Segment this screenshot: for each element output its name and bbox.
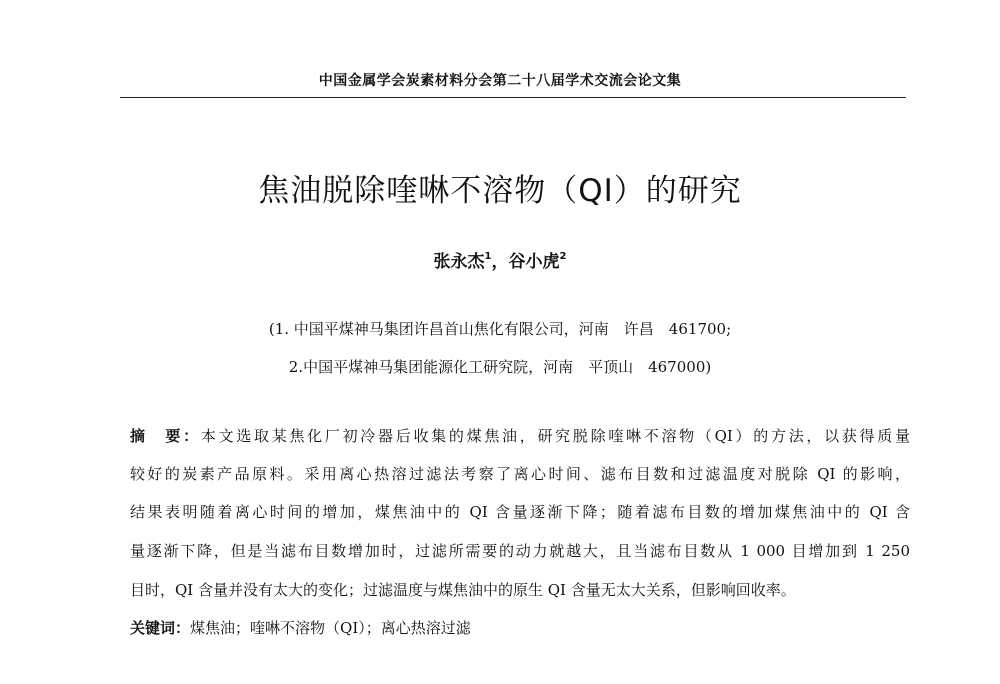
abstract-line-5: 目时，QI 含量并没有太大的变化；过滤温度与煤焦油中的原生 QI 含量无太大关系，但影响回收率。 [130,581,796,599]
author-2: 谷小虎 [508,252,560,272]
affiliation-1: (1. 中国平煤神马集团许昌首山焦化有限公司，河南 许昌 461700; [268,320,732,338]
author-1: 张永杰 [433,252,485,272]
keywords-text: 煤焦油；喹啉不溶物（QI）；离心热溶过滤 [190,619,471,637]
author-1-affil-mark: 1 [484,251,492,262]
paper-title: 焦油脱除喹啉不溶物（QI）的研究 [258,173,742,209]
abstract-text-1: 本文选取某焦化厂初冷器后收集的煤焦油，研究脱除喹啉不溶物（QI）的方法，以获得质量 [200,427,910,445]
abstract-label: 摘 要： [130,427,201,445]
running-header: 中国金属学会炭素材料分会第二十八届学术交流会论文集 [318,73,682,89]
keywords-line [130,617,910,638]
author-2-affil-mark: 2 [559,251,567,262]
abstract-line-1 [130,425,910,446]
abstract-line-4: 量逐渐下降，但是当滤布目数增加时，过滤所需要的动力就越大，且当滤布目数从 1 000 目增加到 1 250 [130,542,910,560]
affiliation-2: 2.中国平煤神马集团能源化工研究院，河南 平顶山 467000) [288,358,712,376]
keywords-label: 关键词： [130,619,191,637]
abstract-line-2: 较好的炭素产品原料。采用离心热溶过滤法考察了离心时间、滤布目数和过滤温度对脱除 QI 的影响， [130,465,910,483]
authors [0,247,1000,272]
abstract-line-3: 结果表明随着离心时间的增加，煤焦油中的 QI 含量逐渐下降；随着滤布目数的增加煤焦油中的 QI 含 [130,503,910,521]
header-rule [120,97,906,98]
author-separator: ， [491,252,509,272]
